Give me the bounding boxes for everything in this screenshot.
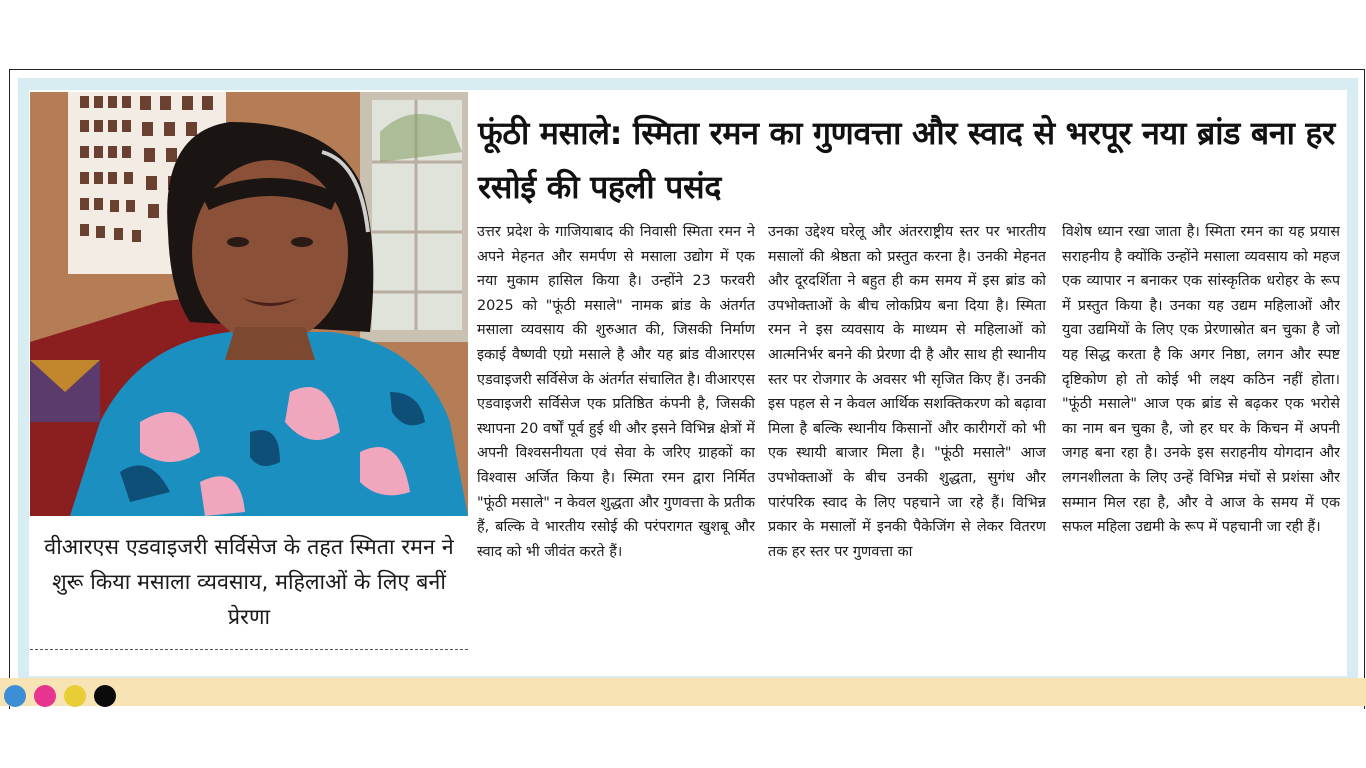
article-column-1: उत्तर प्रदेश के गाजियाबाद की निवासी स्मिता रमन ने अपने मेहनत और समर्पण से मसाला उद्योग में एक नया मुकाम हासिल किया है। उन्होंने 23 फरवरी 2025 को "फूंठी मसाले" नामक ब्रांड के अंतर्गत मसाला व्यवसाय की शुरुआत की, जिसकी निर्माण इकाई वैष्णवी एग्रो मसाले है और यह ब्रांड वीआरएस एडवाइजरी सर्विसेज के अंतर्गत संचालित है। वीआरएस एडवाइजरी सर्विसेज एक प्रतिष्ठित कंपनी है, जिसकी स्थापना 20 वर्षों पूर्व हुई थी और इसने विभिन्न क्षेत्रों में अपनी विश्वसनीयता एवं सेवा के जरिए ग्राहकों का विश्वास अर्जित किया है। स्मिता रमन द्वारा निर्मित "फूंठी मसाले" न केवल शुद्धता और गुणवत्ता के प्रतीक हैं, बल्कि वे भारतीय रसोई की परंपरागत खुशबू और स्वाद को भी जीवंत करते हैं। xyxy=(477,224,755,560)
portrait-photo xyxy=(30,92,468,516)
registration-dot-yellow xyxy=(64,685,86,707)
registration-dot-magenta xyxy=(34,685,56,707)
article-column-3: विशेष ध्यान रखा जाता है। स्मिता रमन का यह प्रयास सराहनीय है क्योंकि उन्होंने मसाला व्यवसाय को महज एक व्यापार न बनाकर एक सांस्कृतिक धरोहर के रूप में प्रस्तुत किया है। उनका यह उद्यम महिलाओं और युवा उद्यमियों के लिए एक प्रेरणास्रोत बन चुका है जो यह सिद्ध करता है कि अगर निष्ठा, लगन और स्पष्ट दृष्टिकोण हो तो कोई भी लक्ष्य कठिन नहीं होता। "फूंठी मसाले" आज एक ब्रांड से बढ़कर एक भरोसे का नाम बन चुका है, जो हर घर के किचन में अपनी जगह बना रहा है। उनके इस सराहनीय योगदान और लगनशीलता के लिए उन्हें विभिन्न मंचों से प्रशंसा और सम्मान मिल रहा है, और वे आज के समय में एक सफल महिला उद्यमी के रूप में पहचानी जा रही हैं। xyxy=(1062,224,1340,536)
photo-caption: वीआरएस एडवाइजरी सर्विसेज के तहत स्मिता रमन ने शुरू किया मसाला व्यवसाय, महिलाओं के लिए बनीं प्रेरणा xyxy=(44,535,454,630)
article-column-2: उनका उद्देश्य घरेलू और अंतरराष्ट्रीय स्तर पर भारतीय मसालों की श्रेष्ठता को प्रस्तुत करना है। उनकी मेहनत और दूरदर्शिता ने बहुत ही कम समय में इस ब्रांड को उपभोक्ताओं के बीच लोकप्रिय बना दिया है। स्मिता रमन ने इस व्यवसाय के माध्यम से महिलाओं को आत्मनिर्भर बनने की प्रेरणा दी है और साथ ही स्थानीय स्तर पर रोजगार के अवसर भी सृजित किए हैं। उनकी इस पहल से न केवल आर्थिक सशक्तिकरण को बढ़ावा मिला है बल्कि स्थानीय किसानों और कारीगरों को भी एक स्थायी बाजार मिला है। "फूंठी मसाले" आज उपभोक्ताओं के बीच उनकी शुद्धता, सुगंध और पारंपरिक स्वाद के लिए पहचाने जा रहे हैं। विभिन्न प्रकार के मसालों में इनकी पैकेजिंग से लेकर वितरण तक हर स्तर पर गुणवत्ता का xyxy=(768,224,1046,560)
registration-dot-black xyxy=(94,685,116,707)
article-headline: फूंठी मसाले: स्मिता रमन का गुणवत्ता और स्वाद से भरपूर नया ब्रांड बना हर रसोई की पहली पसंद xyxy=(478,114,1335,206)
registration-dot-cyan xyxy=(4,685,26,707)
caption-divider xyxy=(30,649,468,650)
bottom-color-bar xyxy=(0,678,1366,706)
